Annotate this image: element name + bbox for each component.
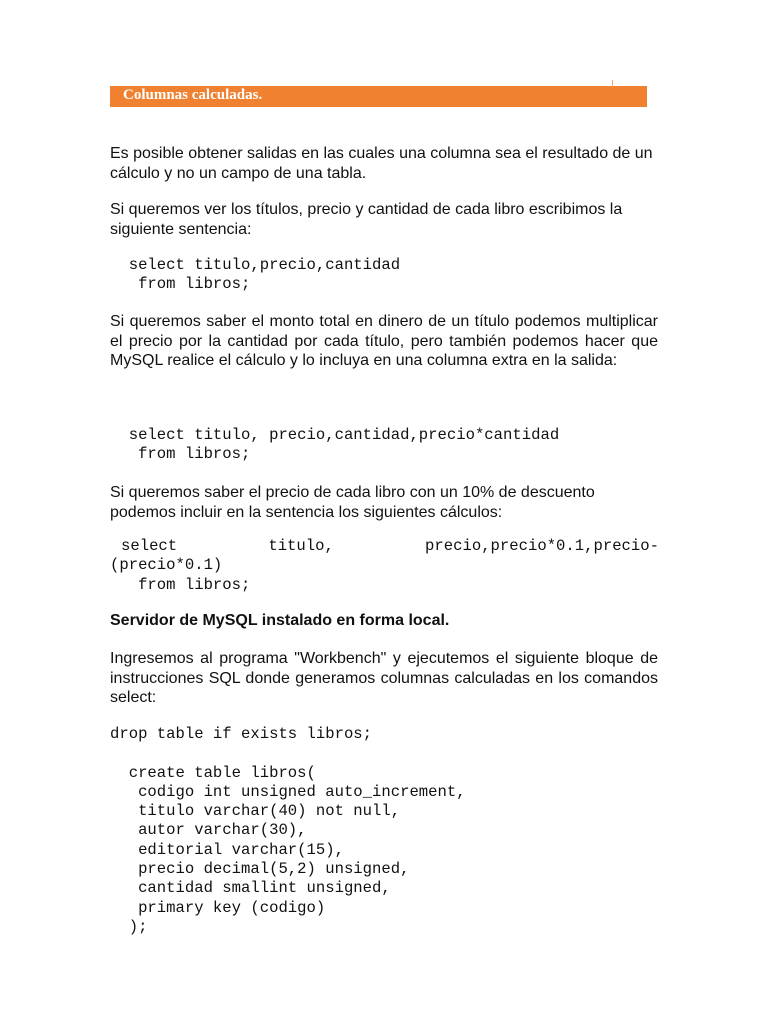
banner-mark [612, 80, 613, 87]
code-token-precio: precio,precio*0.1,precio- [425, 537, 659, 555]
code-block-select-total: select titulo, precio,cantidad,precio*cantidad from libros; [128, 426, 560, 464]
code-block-select-basic: select titulo,precio,cantidad from libros; [128, 256, 401, 294]
section-title-banner [110, 86, 647, 107]
section-title: Columnas calculadas. [123, 87, 263, 103]
paragraph-intro: Es posible obtener salidas en las cuales una columna sea el resultado de un cálculo y no un campo de una tabla. [110, 145, 653, 182]
heading-mysql-local: Servidor de MySQL instalado en forma local. [110, 612, 450, 629]
code-token-select: select [121, 537, 178, 555]
paragraph-monto-total: Si queremos saber el monto total en dinero de un título podemos multiplicar el precio por la cantidad por cada título, pero también podemos hacer que MySQL realice el cálculo y lo incluya en una columna extra en la salida: [110, 313, 658, 369]
code-block-create-table: drop table if exists libros; create table libros( codigo int unsigned auto_increment, titulo varchar(40) not null, autor varchar(30), editorial varchar(15), precio decimal(5,2) unsigned, cantidad smallint unsigned, primary key (codigo) ); [110, 725, 466, 936]
paragraph-descuento: Si queremos saber el precio de cada libro con un 10% de descuento podemos incluir en la sentencia los siguientes cálculos: [110, 484, 595, 521]
code-block-select-descuento [110, 537, 670, 595]
paragraph-workbench: Ingresemos al programa "Workbench" y ejecutemos el siguiente bloque de instrucciones SQL donde generamos columnas calculadas en los comandos select: [110, 650, 658, 706]
paragraph-select-fields: Si queremos ver los títulos, precio y cantidad de cada libro escribimos la siguiente sentencia: [110, 201, 623, 238]
code-line-justified [110, 537, 659, 556]
code-rest: (precio*0.1) from libros; [110, 556, 251, 594]
code-token-titulo: titulo, [268, 537, 334, 555]
